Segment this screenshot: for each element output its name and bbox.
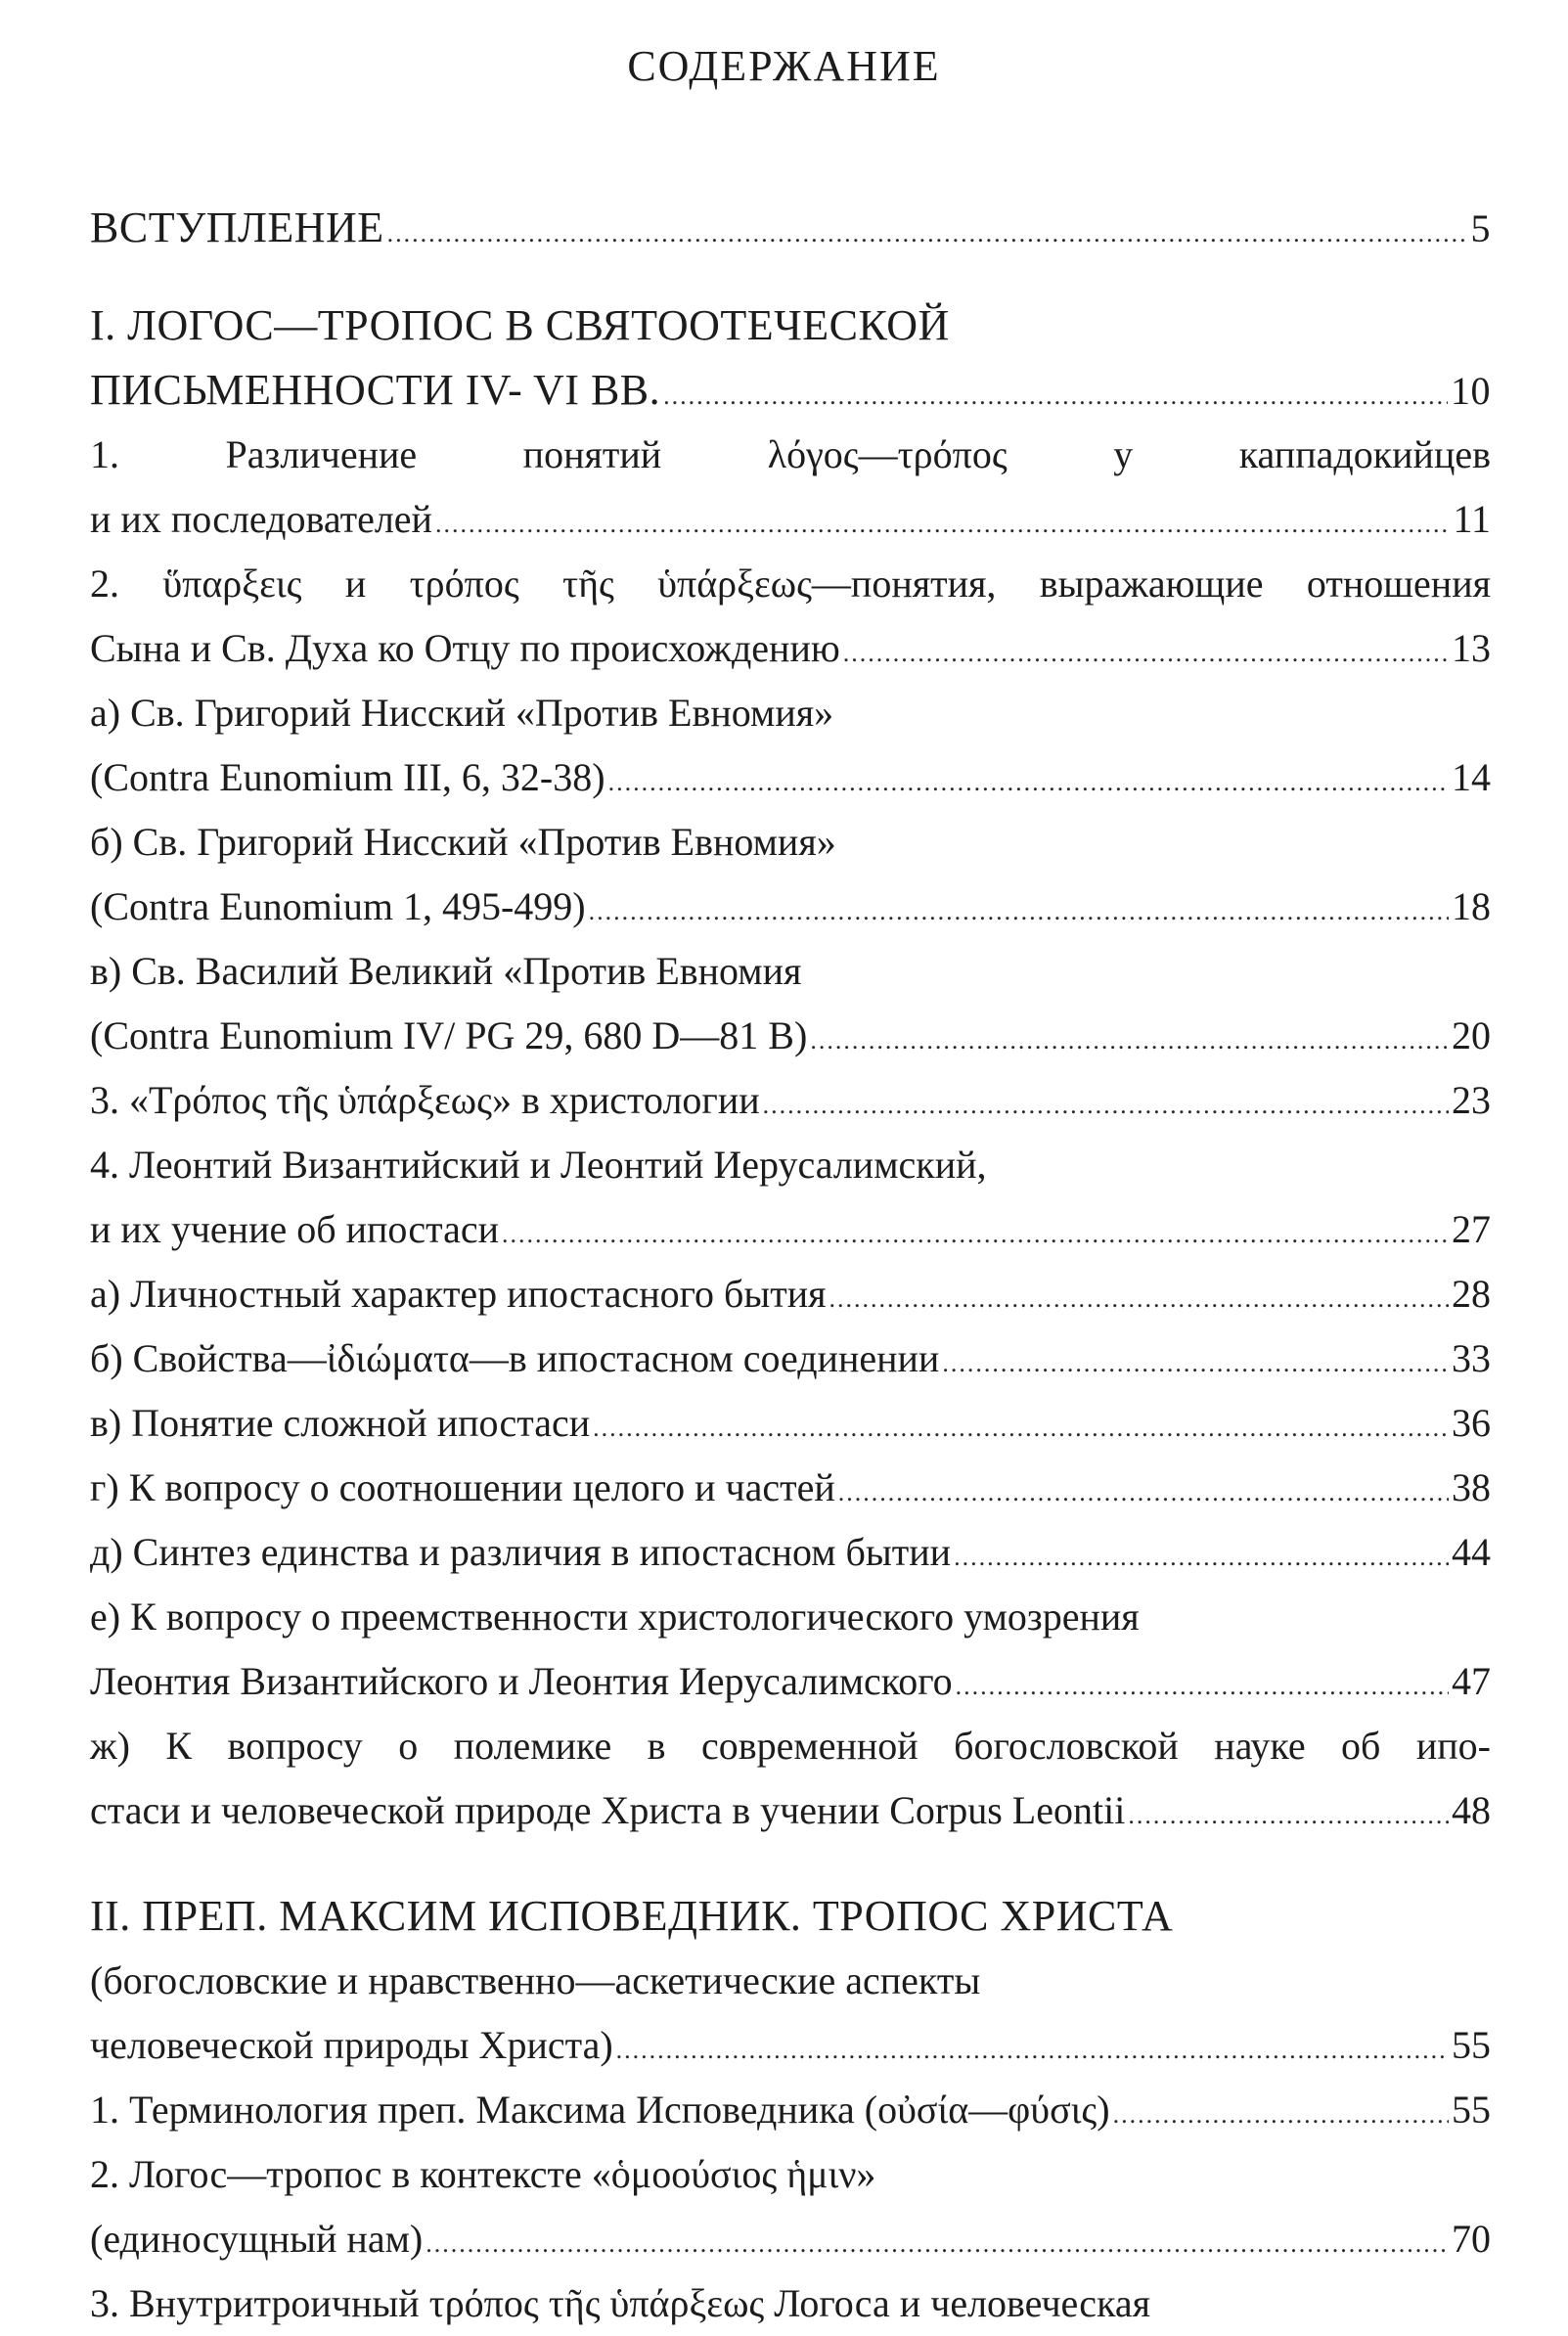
toc-entry-p1-ch4-line1: 4. Леонтий Византийский и Леонтий Иерусалимский, — [90, 1143, 987, 1187]
toc-entry-p1-ch4zh-line2[interactable]: стаси и человеческой природе Христа в учении Corpus Leontii ..... 48 — [90, 1778, 1491, 1843]
toc-page-number: 44 — [1452, 1530, 1491, 1574]
dot-leader — [942, 1331, 1449, 1396]
toc-page-number: 20 — [1452, 1013, 1491, 1057]
toc-entry-p2-ch2-line1: 2. Логос—тропос в контексте «ὁμοούσιος ἡμιν» — [90, 2152, 876, 2196]
toc-entry-p1-ch2b-line2[interactable]: (Contra Eunomium 1, 495-499) ..... 18 — [90, 875, 1491, 939]
dot-leader — [616, 2018, 1449, 2083]
toc-entry-p1-ch4v[interactable]: в) Понятие сложной ипостаси ..... 36 — [90, 1391, 1491, 1456]
toc-entry-p1-ch1-line2[interactable]: и их последователей ..... 11 — [90, 487, 1491, 552]
toc-page-number: 27 — [1452, 1207, 1491, 1251]
dot-leader — [593, 1396, 1449, 1460]
toc-entry-p1-ch4-line2[interactable]: и их учение об ипостаси ..... 27 — [90, 1197, 1491, 1262]
dot-leader — [838, 1460, 1449, 1525]
table-of-contents — [90, 196, 1491, 2336]
toc-part1-heading-line2[interactable]: ПИСЬМЕННОСТИ IV- VI ВВ. ..... 10 — [90, 358, 1491, 423]
toc-entry-intro[interactable] — [90, 196, 1491, 260]
dot-leader — [1113, 2083, 1449, 2147]
toc-entry-p1-ch4a[interactable]: а) Личностный характер ипостасного бытия ..... 28 — [90, 1262, 1491, 1326]
toc-page-number: 55 — [1452, 2023, 1491, 2067]
dot-leader — [589, 879, 1449, 944]
dot-leader — [843, 621, 1449, 686]
toc-entry-p1-ch2-line2[interactable]: Сына и Св. Духа ко Отцу по происхождению ..... 13 — [90, 616, 1491, 681]
toc-entry-p1-ch4d[interactable]: д) Синтез единства и различия в ипостасном бытии ..... 44 — [90, 1520, 1491, 1585]
toc-entry-p1-ch4g[interactable]: г) К вопросу о соотношении целого и частей ..... 38 — [90, 1456, 1491, 1520]
toc-page-number: 47 — [1452, 1659, 1491, 1703]
toc-part1-heading-line1: I. ЛОГОС—ТРОПОС В СВЯТООТЕЧЕСКОЙ — [90, 301, 950, 349]
dot-leader — [1128, 1783, 1449, 1848]
toc-page-number: 55 — [1452, 2088, 1491, 2132]
toc-entry-p2-ch3-line1: 3. Внутритроичный τρόπος τῆς ὑπάρξεως Логоса и человеческая — [90, 2281, 1151, 2325]
toc-entry-p1-ch1-line1: 1. Различение понятий λόγος—τρόπος у каппадокийцев — [90, 432, 1491, 476]
toc-page-number: 18 — [1452, 884, 1491, 928]
dot-leader — [663, 364, 1448, 428]
dot-leader — [387, 202, 1468, 266]
page-title: СОДЕРЖАНИЕ — [627, 42, 941, 90]
toc-entry-p1-ch2a-line2[interactable]: (Contra Eunomium III, 6, 32-38) ..... 14 — [90, 745, 1491, 810]
toc-page-number: 28 — [1452, 1272, 1491, 1316]
toc-entry-p1-ch2-line1: 2. ὕπαρξεις и τρόπος τῆς ὑπάρξεως—понятия, выражающие отношения — [90, 562, 1491, 606]
toc-entry-p1-ch2v-line1: в) Св. Василий Великий «Против Евномия — [90, 949, 802, 993]
toc-page-number: 10 — [1451, 369, 1491, 413]
toc-part2-sub-line1: (богословские и нравственно—аскетические аспекты — [90, 1958, 981, 2002]
toc-page-number: 33 — [1452, 1336, 1491, 1380]
toc-page-number: 5 — [1470, 206, 1491, 250]
toc-entry-p1-ch4e-line1: е) К вопросу о преемственности христологического умозрения — [90, 1595, 1140, 1639]
dot-leader — [810, 1009, 1449, 1073]
toc-page-number: 23 — [1452, 1078, 1491, 1122]
dot-leader — [435, 492, 1451, 557]
toc-entry-p2-ch2-line2[interactable]: (единосущный нам) ..... 70 — [90, 2207, 1491, 2271]
dot-leader — [829, 1267, 1449, 1331]
dot-leader — [954, 1525, 1449, 1590]
toc-entry-p1-ch2a-line1: а) Св. Григорий Нисский «Против Евномия» — [90, 691, 834, 735]
toc-part2-sub-line2[interactable]: человеческой природы Христа) ..... 55 — [90, 2013, 1491, 2078]
toc-entry-p1-ch4e-line2[interactable]: Леонтия Византийского и Леонтия Иерусалимского ..... 47 — [90, 1649, 1491, 1714]
toc-page-number: 11 — [1453, 497, 1491, 541]
dot-leader — [956, 1654, 1449, 1719]
toc-page-number: 13 — [1452, 626, 1491, 670]
dot-leader — [426, 2212, 1449, 2276]
toc-entry-p1-ch2b-line1: б) Св. Григорий Нисский «Против Евномия» — [90, 820, 836, 864]
toc-entry-p1-ch3[interactable]: 3. «Τρόπος τῆς ὑπάρξεως» в христологии ..... 23 — [90, 1068, 1491, 1133]
dot-leader — [608, 750, 1449, 815]
toc-page-number: 48 — [1452, 1788, 1491, 1832]
toc-part2-heading: II. ПРЕП. МАКСИМ ИСПОВЕДНИК. ТРОПОС ХРИСТА — [90, 1892, 1174, 1940]
toc-page-number: 36 — [1452, 1401, 1491, 1445]
dot-leader — [502, 1202, 1449, 1267]
toc-page-number: 70 — [1452, 2217, 1491, 2261]
toc-entry-p1-ch2v-line2[interactable]: (Contra Eunomium IV/ PG 29, 680 D—81 B) ..... 20 — [90, 1004, 1491, 1068]
toc-entry-p2-ch1[interactable]: 1. Терминология преп. Максима Исповедника (οὐσία—φύσις) ..... 55 — [90, 2078, 1491, 2142]
toc-entry-p1-ch4b[interactable]: б) Свойства—ἰδιώματα—в ипостасном соединении ..... 33 — [90, 1326, 1491, 1391]
toc-page-number: 14 — [1452, 755, 1491, 799]
toc-page-number: 38 — [1452, 1465, 1491, 1509]
toc-entry-p1-ch4zh-line1: ж) К вопросу о полемике в современной богословской науке об ипо- — [90, 1724, 1491, 1768]
toc-entry-text: ВСТУПЛЕНИЕ — [90, 203, 384, 251]
dot-leader — [763, 1073, 1449, 1138]
